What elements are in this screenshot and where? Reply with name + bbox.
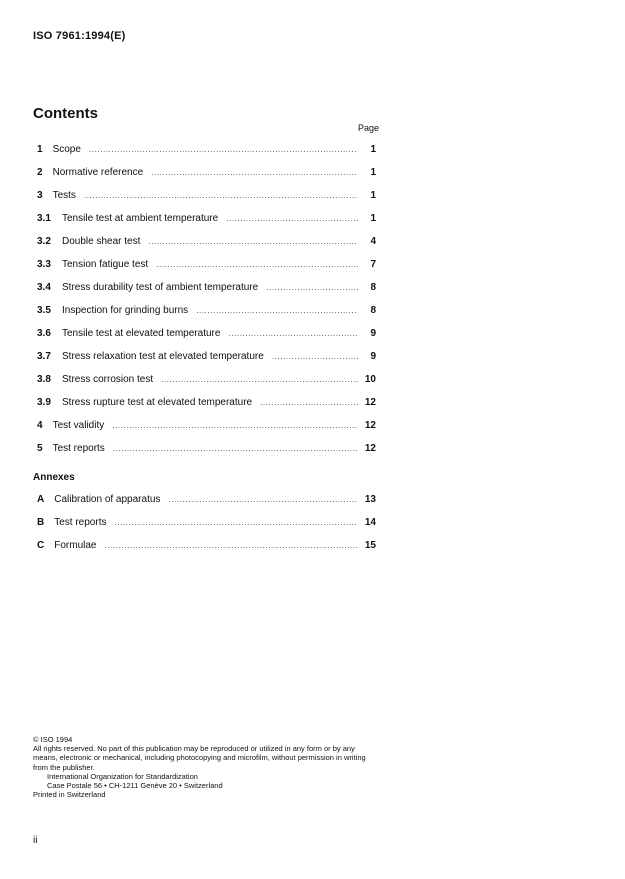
- toc-label: Test validity: [52, 420, 105, 431]
- toc-entry[interactable]: [37, 144, 376, 158]
- toc-page: 12: [364, 397, 376, 408]
- toc-number: 3.2: [37, 236, 51, 247]
- toc-label: Inspection for grinding burns: [62, 305, 189, 316]
- toc-number: 3.5: [37, 305, 51, 316]
- toc-page: 9: [370, 328, 376, 339]
- annex-page: 14: [364, 517, 376, 528]
- toc-entry[interactable]: [37, 259, 376, 273]
- dot-leader: [114, 518, 358, 527]
- toc-label: Tension fatigue test: [62, 259, 149, 270]
- annex-page: 15: [364, 540, 376, 551]
- toc-entry[interactable]: [37, 443, 376, 457]
- annex-entry[interactable]: [37, 540, 376, 554]
- toc-label: Stress rupture test at elevated temperature: [62, 397, 253, 408]
- toc-entry[interactable]: [37, 282, 376, 296]
- copyright-line: © ISO 1994: [33, 735, 73, 744]
- dot-leader: [196, 306, 358, 315]
- dot-leader: [266, 283, 358, 292]
- dot-leader: [168, 495, 358, 504]
- toc-entry[interactable]: [37, 213, 376, 227]
- annex-label: Calibration of apparatus: [54, 494, 161, 505]
- toc-number: 4: [37, 420, 43, 431]
- annex-entry[interactable]: [37, 494, 376, 508]
- organization-name: International Organization for Standardization: [47, 771, 198, 781]
- toc-label: Tensile test at elevated temperature: [62, 328, 221, 339]
- toc-entry[interactable]: [37, 236, 376, 250]
- toc-label: Stress relaxation test at elevated temperature: [62, 351, 264, 362]
- dot-leader: [156, 260, 358, 269]
- toc-page: 12: [364, 420, 376, 431]
- dot-leader: [112, 421, 358, 430]
- toc-label: Stress durability test of ambient temperature: [62, 282, 259, 293]
- toc-page: 1: [370, 213, 376, 224]
- toc-number: 3.4: [37, 282, 51, 293]
- dot-leader: [151, 168, 358, 177]
- toc-page: 8: [370, 305, 376, 316]
- rights-statement: All rights reserved. No part of this publication may be reproduced or utilized in any form or by any means, electronic or mechanical, including photocopying and microfilm, without permission in writing from the publisher.: [33, 744, 366, 772]
- annex-label: Formulae: [54, 540, 97, 551]
- toc-number: 5: [37, 443, 43, 454]
- dot-leader: [226, 214, 358, 223]
- annex-letter: C: [37, 540, 45, 551]
- toc-number: 3.8: [37, 374, 51, 385]
- toc-page: 1: [370, 144, 376, 155]
- toc-number: 3.7: [37, 351, 51, 362]
- dot-leader: [161, 375, 358, 384]
- toc-number: 3.9: [37, 397, 51, 408]
- toc-entry[interactable]: [37, 351, 376, 365]
- toc-page: 9: [370, 351, 376, 362]
- dot-leader: [84, 191, 358, 200]
- dot-leader: [260, 398, 358, 407]
- toc-label: Stress corrosion test: [62, 374, 154, 385]
- toc-label: Tensile test at ambient temperature: [62, 213, 219, 224]
- printed-in: Printed in Switzerland: [33, 790, 106, 800]
- annex-page: 13: [364, 494, 376, 505]
- toc-page: 8: [370, 282, 376, 293]
- toc-page: 1: [370, 190, 376, 201]
- toc-number: 3.1: [37, 213, 51, 224]
- page-number: ii: [33, 835, 38, 846]
- toc-page: 1: [370, 167, 376, 178]
- dot-leader: [148, 237, 358, 246]
- toc-label: Test reports: [52, 443, 105, 454]
- toc-number: 3: [37, 190, 43, 201]
- toc-entry[interactable]: [37, 190, 376, 204]
- dot-leader: [272, 352, 358, 361]
- page-column-label: Page: [358, 123, 380, 133]
- toc-entry[interactable]: [37, 374, 376, 388]
- toc-entry[interactable]: [37, 167, 376, 181]
- toc-number: 3.6: [37, 328, 51, 339]
- dot-leader: [89, 145, 358, 154]
- annex-letter: A: [37, 494, 45, 505]
- annexes-heading: Annexes: [33, 472, 75, 483]
- toc-page: 10: [364, 374, 376, 385]
- toc-entry[interactable]: [37, 397, 376, 411]
- contents-title: Contents: [33, 105, 98, 122]
- toc-entry[interactable]: [37, 420, 376, 434]
- toc-label: Tests: [52, 190, 76, 201]
- toc-page: 12: [364, 443, 376, 454]
- dot-leader: [104, 541, 358, 550]
- dot-leader: [228, 329, 358, 338]
- toc-page: 4: [370, 236, 376, 247]
- annex-letter: B: [37, 517, 45, 528]
- dot-leader: [113, 444, 358, 453]
- toc-number: 1: [37, 144, 43, 155]
- document-code: ISO 7961:1994(E): [33, 30, 126, 42]
- toc-label: Double shear test: [62, 236, 141, 247]
- annex-label: Test reports: [54, 517, 107, 528]
- toc-number: 3.3: [37, 259, 51, 270]
- toc-label: Normative reference: [52, 167, 144, 178]
- toc-number: 2: [37, 167, 43, 178]
- toc-page: 7: [370, 259, 376, 270]
- organization-address: Case Postale 56 • CH-1211 Genève 20 • Switzerland: [47, 781, 223, 791]
- toc-entry[interactable]: [37, 328, 376, 342]
- annex-entry[interactable]: [37, 517, 376, 531]
- copyright-notice: [33, 735, 378, 799]
- toc-entry[interactable]: [37, 305, 376, 319]
- toc-label: Scope: [52, 144, 81, 155]
